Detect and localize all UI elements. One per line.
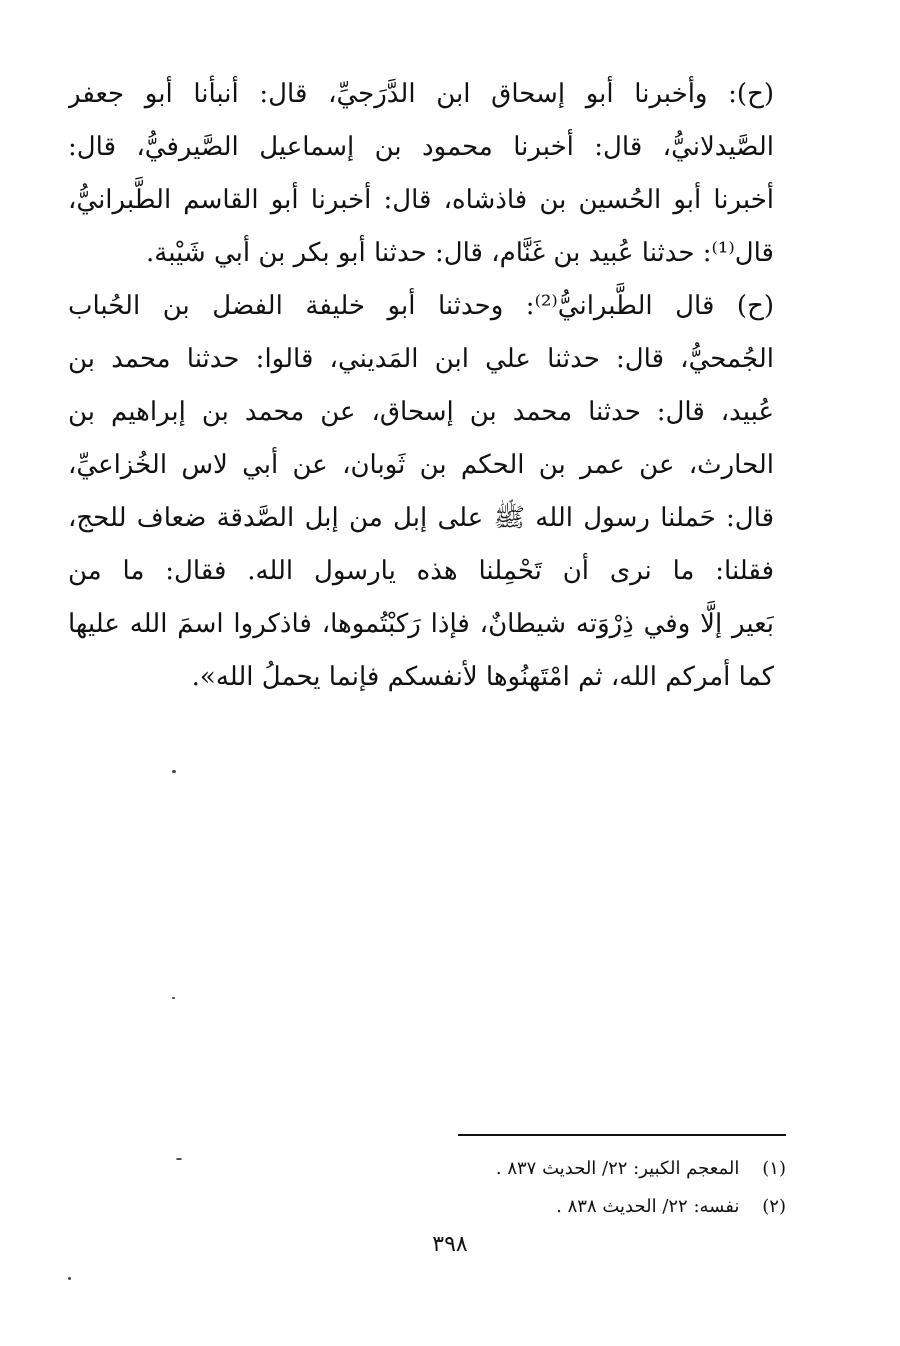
text-line: (ح): وأخبرنا أبو إسحاق ابن الدَّرَجيِّ، قال: أنبأنا أبو جعفر [68,79,774,109]
text-line: قال⁽¹⁾: حدثنا عُبيد بن غَنَّام، قال: حدثنا أبو بكر بن أبي شَيْبة. [146,238,774,268]
main-text [68,68,774,704]
footnote [380,1150,786,1188]
text-line: فقلنا: ما نرى أن تَحْمِلنا هذه يارسول الله. فقال: ما من [68,556,774,586]
footnote-marker: (١) [762,1158,786,1179]
text-line: الصَّيدلانيُّ، قال: أخبرنا محمود بن إسماعيل الصَّيرفيُّ، قال: [68,132,774,162]
scan-speck [68,1277,71,1280]
text-line: قال: حَملنا رسول الله ﷺ على إبل من إبل الصَّدقة ضعاف للحج، [68,503,774,533]
footnote-marker: (٢) [762,1196,786,1217]
footnote-text: نفسه: ٢٢/ الحديث ٨٣٨ . [556,1196,740,1217]
text-line: أخبرنا أبو الحُسين بن فاذشاه، قال: أخبرنا أبو القاسم الطَّبرانيُّ، [68,185,774,215]
page-number: ٣٩٨ [432,1232,468,1257]
text-line: كما أمركم الله، ثم امْتَهنُوها لأنفسكم فإنما يحملُ الله». [191,662,774,692]
scan-speck [176,1158,182,1160]
text-line: (ح) قال الطَّبرانيُّ⁽²⁾: وحدثنا أبو خليفة الفضل بن الحُباب [68,291,774,321]
scan-speck [172,997,175,999]
text-line: الحارث، عن عمر بن الحكم بن ثَوبان، عن أبي لاس الخُزاعيِّ، [68,450,774,480]
text-line: بَعير إلَّا وفي ذِرْوَته شيطانٌ، فإذا رَكبْتُموها، فاذكروا اسمَ الله عليها [68,609,774,639]
footnote-separator [458,1134,786,1136]
text-line: عُبيد، قال: حدثنا محمد بن إسحاق، عن محمد بن إبراهيم بن [68,397,774,427]
footnote-text: المعجم الكبير: ٢٢/ الحديث ٨٣٧ . [495,1158,740,1179]
text-line: الجُمحيُّ، قال: حدثنا علي ابن المَديني، قالوا: حدثنا محمد بن [68,344,774,374]
footnote [380,1188,786,1226]
scan-speck [172,770,176,773]
footnotes [380,1150,786,1226]
